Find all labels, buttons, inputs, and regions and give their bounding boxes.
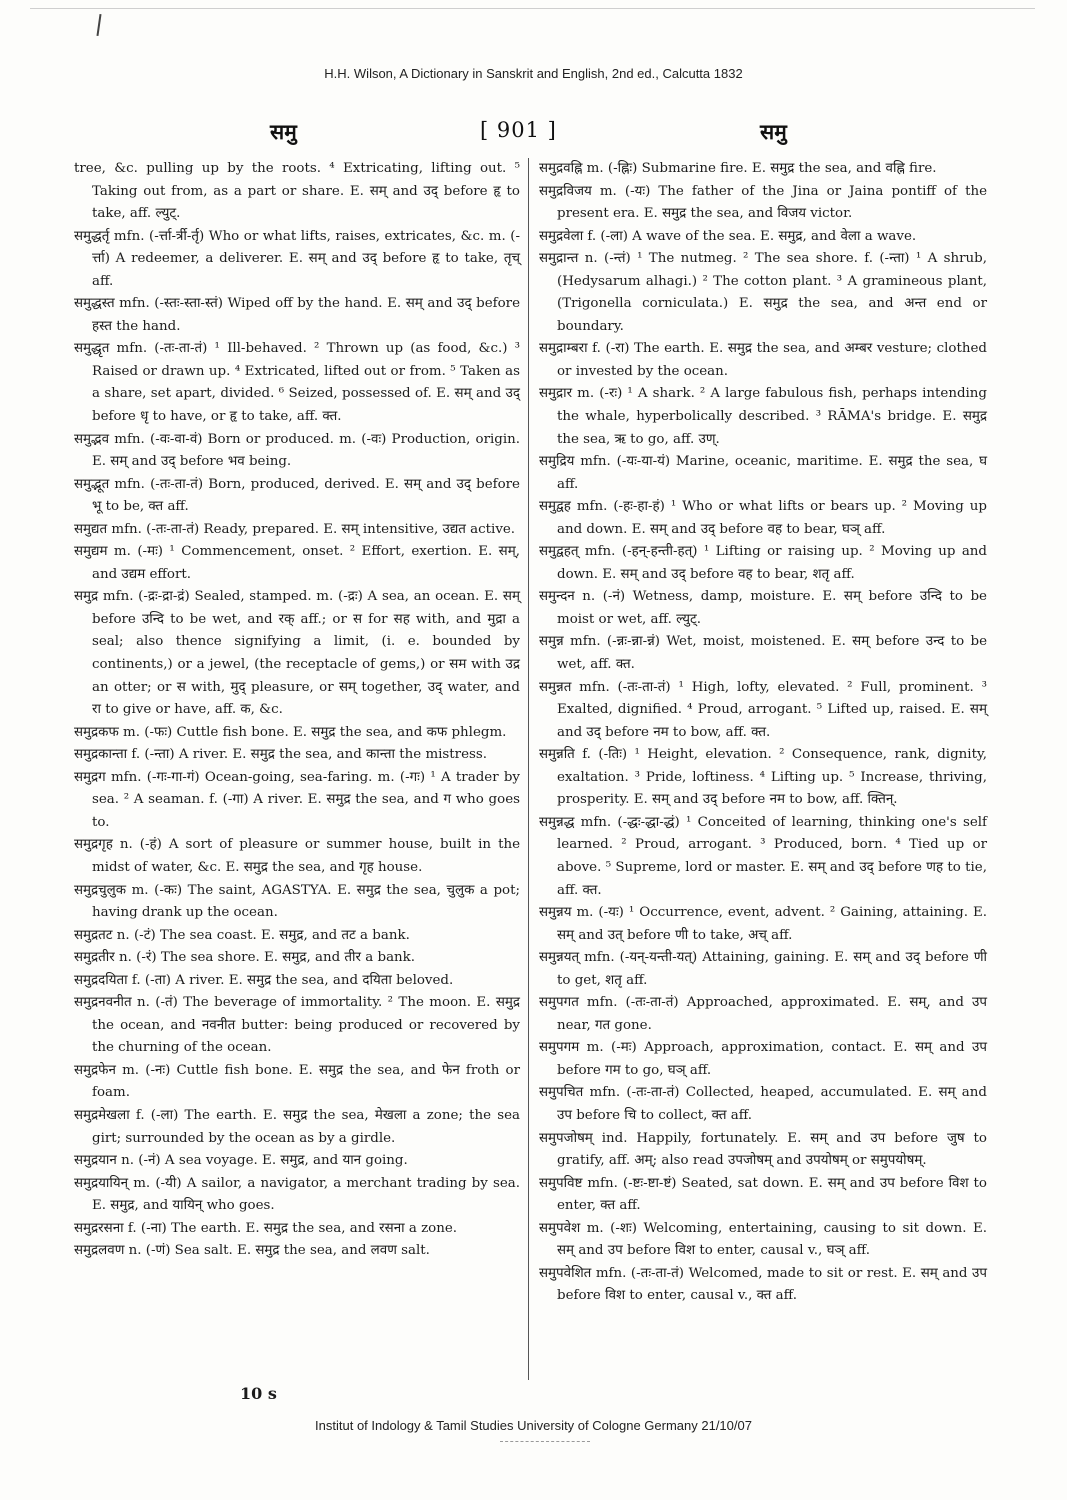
dictionary-entry: समुद्रकफ m. (-फः) Cuttle fish bone. E. समुद्र the sea, and कफ phlegm. (74, 724, 507, 740)
dictionary-entry: समुद्भव mfn. (-वः-वा-वं) Born or produced. m. (-वः) Production, origin. E. सम् and उद् before भव being. (74, 431, 520, 470)
dictionary-entry: समुन्नत mfn. (-तः-ता-तं) ¹ High, lofty, elevated. ² Full, prominent. ³ Exalted, dignified. ⁴ Proud, arrogant. ⁵ Lifted up, raised. E. सम् and उद् before नम to bow, aff. क्त. (539, 679, 987, 740)
dictionary-entry: समुद्रयायिन् m. (-यी) A sailor, a navigator, a merchant trading by sea. E. समुद्र, and यायिन् who goes. (74, 1175, 520, 1214)
dictionary-entry: समुद्रवह्नि m. (-ह्निः) Submarine fire. E. समुद्र the sea, and वह्नि fire. (539, 161, 937, 176)
dictionary-entry: समुन्नयत् mfn. (-यन्-यन्ती-यत्) Attaining, gaining. E. सम् and उद् before णी to get, शतृ aff. (539, 950, 987, 988)
source-header: H.H. Wilson, A Dictionary in Sanskrit and English, 2nd ed., Calcutta 1832 (324, 66, 743, 81)
dictionary-entry: समुद्यम m. (-मः) ¹ Commencement, onset. ² Effort, exertion. E. सम्, and उद्यम effort. (74, 544, 520, 582)
dictionary-entry: समुद्रतट n. (-टं) The sea coast. E. समुद्र, and तट a bank. (74, 927, 410, 943)
column-divider (528, 158, 529, 1380)
dictionary-entry: समुद्रकान्ता f. (-न्ता) A river. E. समुद्र the sea, and कान्ता the mistress. (74, 747, 487, 763)
dictionary-entry: समुद्धस्त mfn. (-स्तः-स्ता-स्तं) Wiped off by the hand. E. सम् and उद् before हस्त the hand. (74, 296, 520, 334)
dictionary-entry: समुपगत mfn. (-तः-ता-तं) Approached, approximated. E. सम्, and उप near, गत gone. (539, 995, 987, 1033)
dictionary-entry: समुद्भूत mfn. (-तः-ता-तं) Born, produced, derived. E. सम् and उद् before भू to be, क्त aff. (74, 476, 520, 515)
dictionary-entry: समुद्वहत् mfn. (-हन्-हन्ती-हत्) ¹ Lifting or raising up. ² Moving up and down. E. सम् and उद् before वह to bear, शतृ aff. (539, 544, 987, 582)
scan-mark (96, 14, 101, 36)
dictionary-entry: समुपवेशित mfn. (-तः-ता-तं) Welcomed, made to sit or rest. E. सम् and उप before विश to enter, causal v., क्त aff. (539, 1265, 987, 1304)
dictionary-entry: समुन्दन n. (-नं) Wetness, damp, moisture. E. सम् before उन्दि to be moist or wet, aff. ल्युट्. (539, 589, 987, 627)
dictionary-entry: समुद्रग mfn. (-गः-गा-गं) Ocean-going, sea-faring. m. (-गः) ¹ A trader by sea. ² A seaman. f. (-गा) A river. E. समुद्र the sea, and ग who goes to. (74, 769, 520, 830)
dictionary-entry: समुपचित mfn. (-तः-ता-तं) Collected, heaped, accumulated. E. सम् and उप before चि to collect, क्त aff. (539, 1085, 987, 1123)
dictionary-entry: समुद्धर्तृ mfn. (-र्त्ता-र्त्री-र्तृ) Who or what lifts, raises, extricates, &c. m. (-र्त्ता) A redeemer, a deliverer. E. सम् and उद् before हृ to take, तृच् aff. (74, 228, 520, 289)
dictionary-entry: समुद्ररसना f. (-ना) The earth. E. समुद्र the sea, and रसना a zone. (74, 1220, 458, 1236)
dictionary-entry: समुद्धृत mfn. (-तः-ता-तं) ¹ Ill-behaved. ² Thrown up (as food, &c.) ³ Raised or drawn up. ⁴ Extricated, lifted out or from. ⁵ Taken as a share, set apart, divided. ⁶ Seized, possessed of. E. सम् and उद् before धृ to have, or हृ to take, aff. क्त. (74, 341, 520, 425)
dictionary-entry: समुद्रयान n. (-नं) A sea voyage. E. समुद्र, and यान going. (74, 1153, 408, 1169)
running-head-left: समु (270, 119, 297, 144)
dictionary-entry: समुपविष्ट mfn. (-ष्टः-ष्टा-ष्टं) Seated, sat down. E. सम् and उप before विश to enter, क्त aff. (539, 1175, 987, 1214)
dictionary-entry: समुद्रवेला f. (-ला) A wave of the sea. E. समुद्र, and वेला a wave. (539, 228, 917, 244)
dictionary-entry: समुद्रचुलुक m. (-कः) The saint, AGASTYA. E. समुद्र the sea, चुलुक a pot; having drank up the ocean. (74, 882, 520, 921)
dictionary-entry: समुद्वह mfn. (-हः-हा-हं) ¹ Who or what lifts or bears up. ² Moving up and down. E. सम् and उद् before वह to bear, घञ् aff. (539, 499, 987, 537)
dictionary-entry: समुद्रनवनीत n. (-तं) The beverage of immortality. ² The moon. E. समुद्र the ocean, and नवनीत butter: being produced or recovered by the churning of the ocean. (74, 995, 520, 1056)
dictionary-entry: समुद्रतीर n. (-रं) The sea shore. E. समुद्र, and तीर a bank. (74, 950, 416, 966)
dictionary-entry: समुद्रदयिता f. (-ता) A river. E. समुद्र the sea, and दयिता beloved. (74, 972, 454, 988)
dictionary-entry: समुन्नति f. (-तिः) ¹ Height, elevation. ² Consequence, rank, dignity, exaltation. ³ Pride, loftiness. ⁴ Lifting up. ⁵ Increase, thriving, prosperity. E. सम् and उद् before नम to bow, aff. क्तिन्. (539, 747, 987, 808)
dictionary-entry: समुपजोषम् ind. Happily, fortunately. E. सम् and उप before जुष to gratify, aff. अम्; also read उपजोषम् and उपयोषम् or समुपयोषम्. (539, 1130, 987, 1169)
footer: Institut of Indology & Tamil Studies University of Cologne Germany 21/10/07 (315, 1418, 752, 1433)
dictionary-entry: समुद्रमेखला f. (-ला) The earth. E. समुद्र the sea, मेखला a zone; the sea girt; surrounded by the ocean as by a girdle. (74, 1107, 520, 1146)
dictionary-entry: समुद्रविजय m. (-यः) The father of the Jina or Jaina pontiff of the present era. E. समुद्र the sea, and विजय victor. (539, 183, 987, 222)
dictionary-entry: tree, &c. pulling up by the roots. ⁴ Extricating, lifting out. ⁵ Taking out from, as a part or share. E. सम् and उद् before हृ to take, aff. ल्युट्. (74, 161, 520, 222)
page-number: [ 901 ] (480, 118, 557, 142)
right-column (539, 158, 987, 1308)
scan-top-rule (30, 8, 1035, 9)
dictionary-entry: समुद्राम्बरा f. (-रा) The earth. E. समुद्र the sea, and अम्बर vesture; clothed or invested by the ocean. (539, 341, 987, 379)
dictionary-entry: समुपवेश m. (-शः) Welcoming, entertaining, causing to sit down. E. सम् and उप before विश to enter, causal v., घञ् aff. (539, 1220, 987, 1259)
dictionary-entry: समुन्नद्ध mfn. (-द्धः-द्धा-द्धं) ¹ Conceited of learning, thinking one's self learned. ² Proud, arrogant. ³ Produced, born. ⁴ Tied up or above. ⁵ Supreme, lord or master. E. सम् and उद् before णह to tie, aff. क्त. (539, 814, 987, 898)
footer-rule (500, 1441, 590, 1442)
dictionary-entry: समुद्रान्त n. (-न्तं) ¹ The nutmeg. ² The sea shore. f. (-न्ता) ¹ A shrub, (Hedysarum alhagi.) ² The cotton plant. ³ A gramineous plant, (Trigonella corniculata.) E. समुद्र the sea, and अन्त end or boundary. (539, 251, 987, 334)
running-head-right: समु (760, 119, 787, 144)
dictionary-entry: समुन्नय m. (-यः) ¹ Occurrence, event, advent. ² Gaining, attaining. E. सम् and उत् before णी to take, अच् aff. (539, 905, 987, 943)
dictionary-entry: समुद्रफेन m. (-नः) Cuttle fish bone. E. समुद्र the sea, and फेन froth or foam. (74, 1062, 520, 1101)
dictionary-entry: समुद्रार m. (-रः) ¹ A shark. ² A large fabulous fish, perhaps intending the whale, hyperbolically described. ³ RĀMA's bridge. E. समुद्र the sea, ऋ to go, aff. उण्. (539, 386, 987, 447)
dictionary-entry: समुद्रलवण n. (-णं) Sea salt. E. समुद्र the sea, and लवण salt. (74, 1243, 430, 1259)
dictionary-entry: समुपगम m. (-मः) Approach, approximation, contact. E. सम् and उप before गम to go, घञ् aff. (539, 1040, 987, 1078)
left-column (74, 158, 520, 1263)
dictionary-entry: समुद्रगृह n. (-हं) A sort of pleasure or summer house, built in the midst of water, &c. E. समुद्र the sea, and गृह house. (74, 837, 520, 875)
signature-mark: 10 s (240, 1384, 277, 1403)
dictionary-entry: समुद्र mfn. (-द्रः-द्रा-द्रं) Sealed, stamped. m. (-द्रः) A sea, an ocean. E. सम् before उन्दि to be wet, and रक् aff.; or स for सह with, and मुद्रा a seal; also thence signifying a limit, (i. e. bounded by continents,) or a jewel, (the receptacle of gems,) or सम with उद्र an otter; or स with, मुद् pleasure, or सम् together, उद् water, and रा to give or have, aff. क, &c. (74, 589, 520, 718)
dictionary-entry: समुन्न mfn. (-न्नः-न्ना-न्नं) Wet, moist, moistened. E. सम् before उन्द to be wet, aff. क्त. (539, 634, 987, 673)
dictionary-entry: समुद्यत mfn. (-तः-ता-तं) Ready, prepared. E. सम् intensitive, उद्यत active. (74, 521, 516, 537)
dictionary-entry: समुद्रिय mfn. (-यः-या-यं) Marine, oceanic, maritime. E. समुद्र the sea, घ aff. (539, 454, 987, 492)
